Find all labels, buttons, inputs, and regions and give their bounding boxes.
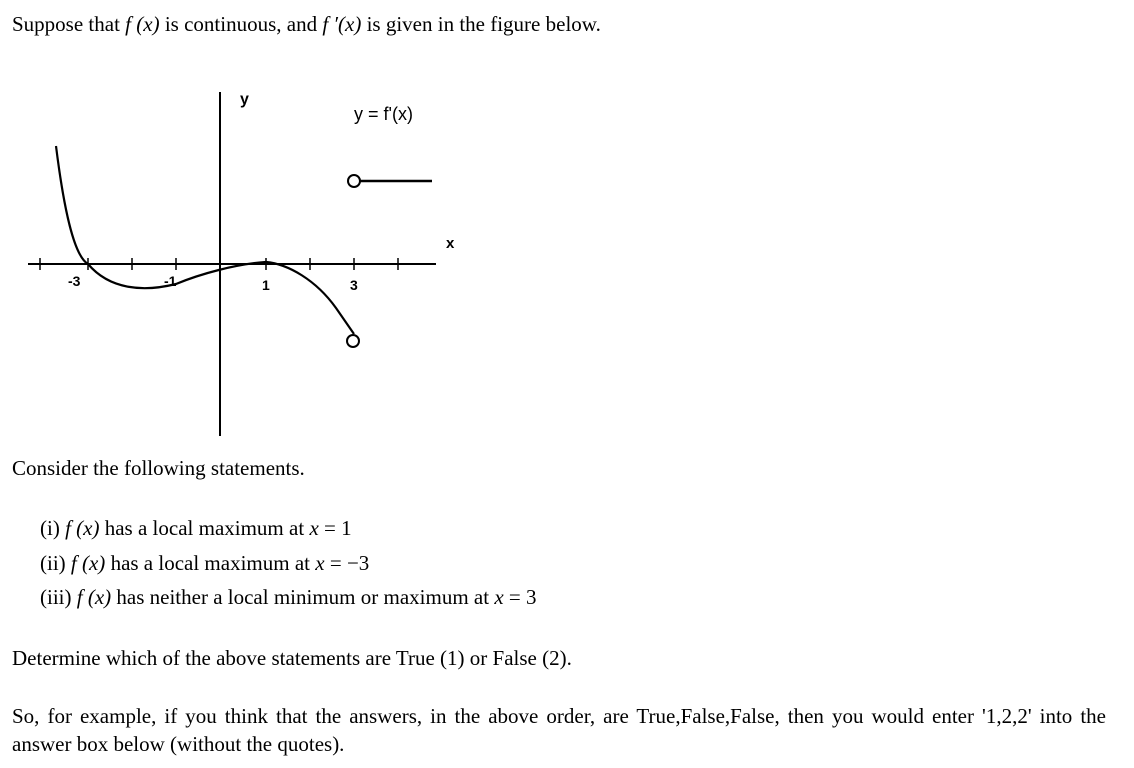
open-point-upper — [348, 175, 360, 187]
statement-3-eq: = — [503, 585, 526, 609]
intro-post: is given in the figure below. — [361, 12, 601, 36]
statement-3-value: 3 — [526, 585, 537, 609]
curve-label: y = f'(x) — [354, 104, 413, 124]
example-instructions: So, for example, if you think that the answers, in the above order, are True,False,False, then you would enter '1,2,2' into the answer box below (without the quotes). — [12, 704, 1106, 756]
derivative-graph — [26, 80, 466, 442]
consider-text: Consider the following statements. — [12, 456, 305, 480]
statement-1-text: has a local maximum at — [99, 516, 310, 540]
statement-1-eq: = — [318, 516, 342, 540]
statement-1-value: 1 — [341, 516, 352, 540]
statement-2-text: has a local maximum at — [105, 551, 316, 575]
tick-label-1: 1 — [262, 277, 270, 293]
problem-intro — [12, 12, 601, 37]
y-axis-label: y — [240, 91, 249, 108]
statement-1-fx: f (x) — [65, 516, 100, 540]
statement-3-text: has neither a local minimum or maximum at — [111, 585, 495, 609]
statement-1-number: (i) — [40, 516, 66, 540]
tick-label-neg3: -3 — [68, 273, 81, 289]
statement-2-eq: = — [324, 551, 347, 575]
open-point-lower — [347, 335, 359, 347]
intro-fx: f (x) — [125, 12, 160, 36]
statement-3-number: (iii) — [40, 585, 77, 609]
intro-pre: Suppose that — [12, 12, 126, 36]
statement-2-fx: f (x) — [70, 551, 106, 575]
statement-3-fx: f (x) — [76, 585, 112, 609]
x-axis-label: x — [446, 235, 455, 252]
determine-text: Determine which of the above statements are True (1) or False (2). — [12, 646, 572, 670]
statement-3 — [40, 585, 537, 610]
intro-fprime: f ′(x) — [322, 12, 362, 36]
statement-2-var: x — [315, 551, 325, 575]
statement-2-number: (ii) — [40, 551, 71, 575]
statement-1 — [40, 516, 352, 541]
tick-label-3: 3 — [350, 277, 358, 293]
statement-3-var: x — [494, 585, 504, 609]
statement-1-var: x — [309, 516, 319, 540]
statement-2-value: −3 — [346, 551, 370, 575]
tick-label-neg1: -1 — [164, 273, 177, 289]
statement-2 — [40, 551, 369, 576]
fprime-curve-left — [56, 146, 354, 334]
intro-mid: is continuous, and — [159, 12, 323, 36]
